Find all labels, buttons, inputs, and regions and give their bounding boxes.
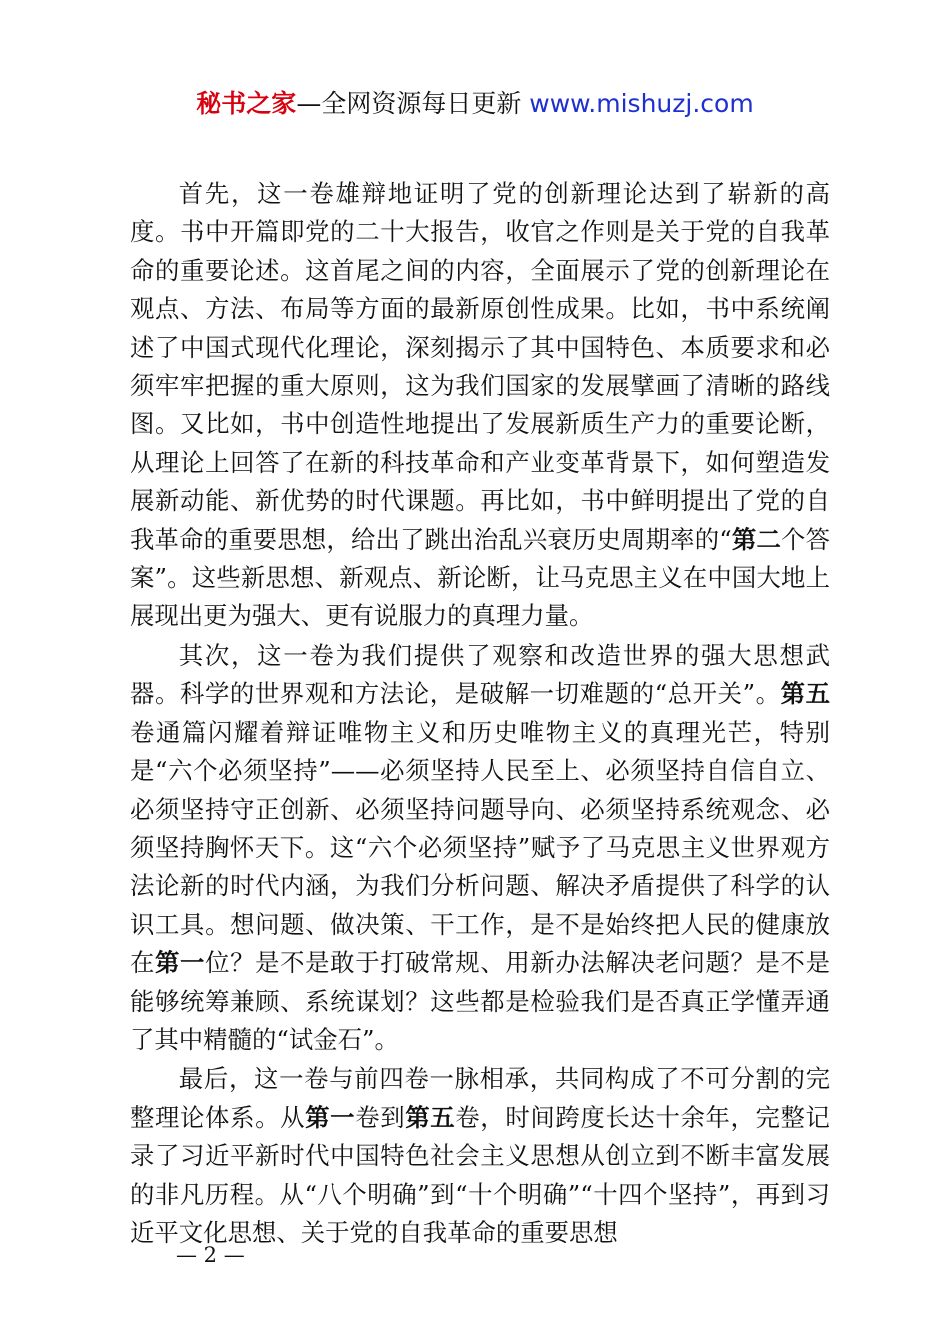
paragraph-2 (130, 637, 830, 1059)
bold-run: 第五 (405, 1102, 456, 1132)
text-run: 首先，这一卷雄辩地证明了党的创新理论达到了崭新的高度。书中开篇即党的二十大报告，收官之作则是关于党的自我革命的重要论述。这首尾之间的内容，全面展示了党的创新理论在观点、方法、布局等方面的最新原创性成果。比如，书中系统阐述了中国式现代化理论，深刻揭示了其中国特色、本质要求和必须牢牢把握的重大原则，这为我们国家的发展擘画了清晰的路线图。又比如，书中创造性地提出了发展新质生产力的重要论断，从理论上回答了在新的科技革命和产业变革背景下，如何塑造发展新动能、新优势的时代课题。再比如，书中鲜明提出了党的自我革命的重要思想，给出了跳出治乱兴衰历史周期率的“ (130, 179, 830, 554)
site-url[interactable]: www.mishuzj.com (529, 89, 754, 118)
paragraph-1 (130, 175, 830, 636)
bold-run: 第五 (780, 679, 830, 709)
bold-run: 第二 (731, 524, 782, 554)
page-header (0, 86, 950, 122)
bold-run: 第一 (155, 948, 206, 978)
text-run: 最后，这一卷与前四卷一脉相承，共同构成了不可分割的完整理论体系。从 (130, 1064, 830, 1132)
bold-run: 第一 (305, 1102, 356, 1132)
text-run: 位？是不是敢于打破常规、用新办法解决老问题？是不是能够统筹兼顾、系统谋划？这些都是检验我们是否真正学懂弄通了其中精髓的“试金石”。 (130, 948, 830, 1054)
text-run: 卷，时间跨度长达十余年，完整记录了习近平新时代中国特色社会主义思想从创立到不断丰富发展的非凡历程。从“八个明确”到“十个明确”“十四个坚持”，再到习近平文化思想、关于党的自我革命的重要思想 (130, 1102, 830, 1247)
header-tagline: —全网资源每日更新 (296, 89, 530, 118)
text-run: 其次，这一卷为我们提供了观察和改造世界的强大思想武器。科学的世界观和方法论，是破解一切难题的“总开关”。 (130, 640, 830, 709)
brand-name: 秘书之家 (196, 89, 297, 118)
text-run: 个答案”。这些新思想、新观点、新论断，让马克思主义在中国大地上展现出更为强大、更有说服力的真理力量。 (130, 524, 830, 631)
paragraph-3 (130, 1060, 830, 1252)
text-run: 卷通篇闪耀着辩证唯物主义和历史唯物主义的真理光芒，特别是“六个必须坚持”——必须坚持人民至上、必须坚持自信自立、必须坚持守正创新、必须坚持问题导向、必须坚持系统观念、必须坚持胸怀天下。这“六个必须坚持”赋予了马克思主义世界观方法论新的时代内涵，为我们分析问题、解决矛盾提供了科学的认识工具。想问题、做决策、干工作，是不是始终把人民的健康放在 (130, 717, 830, 978)
text-run: 卷到 (355, 1102, 406, 1132)
body-text (130, 175, 830, 1252)
page-number: — 2 — (176, 1243, 245, 1267)
